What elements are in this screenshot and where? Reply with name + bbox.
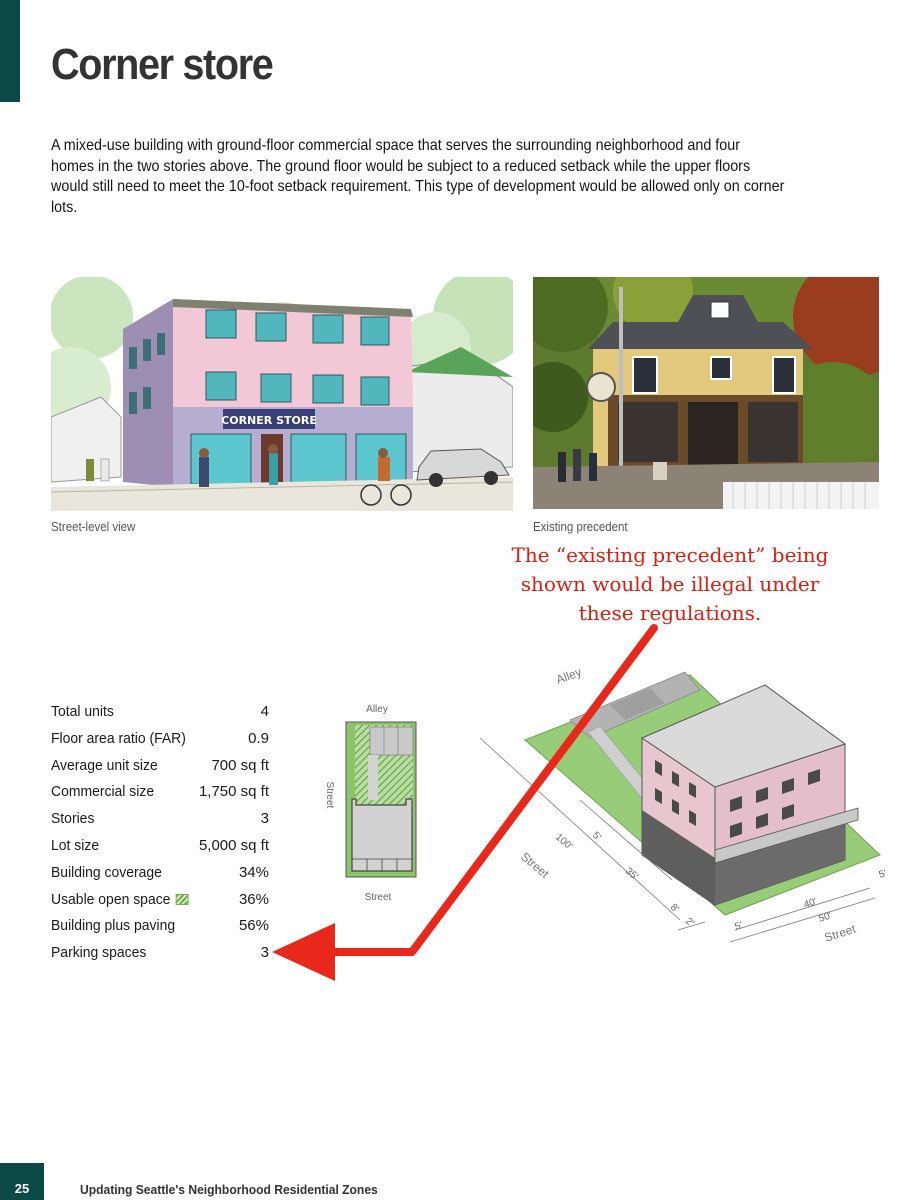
footer-title: Updating Seattle's Neighborhood Residential Zones bbox=[80, 1182, 378, 1197]
stat-row: Building plus paving 56% bbox=[51, 917, 269, 935]
stat-row: Total units 4 bbox=[51, 703, 269, 720]
accent-bar bbox=[0, 0, 20, 102]
existing-precedent-caption: Existing precedent bbox=[533, 520, 628, 534]
axon-alley-label: Alley bbox=[554, 664, 584, 687]
dim-5-side: 5' bbox=[590, 829, 603, 844]
stats-table bbox=[51, 700, 269, 968]
storefront-sign: CORNER STORE bbox=[221, 414, 317, 427]
stat-row: Usable open space 36% bbox=[51, 890, 269, 908]
dim-40: 40' bbox=[802, 896, 819, 911]
dim-50: 50' bbox=[817, 910, 834, 925]
stat-row: Commercial size 1,750 sq ft bbox=[51, 783, 269, 801]
axon-street-right-label: Street bbox=[822, 921, 858, 945]
street-level-illustration bbox=[51, 277, 513, 511]
axon-street-left-label: Street bbox=[518, 849, 552, 881]
dim-35: 35' bbox=[623, 865, 641, 883]
stat-row: Average unit size 700 sq ft bbox=[51, 756, 269, 774]
intro-paragraph: A mixed-use building with ground-floor commercial space that serves the surrounding neighborhood and four homes in the two stories above. The ground floor would be subject to a reduced setback while the upper floors would still need to meet the 10-foot setback requirement. This type of development would be allowed only on corner lots. bbox=[51, 137, 785, 216]
annotation-note: The “existing precedent” being shown would be illegal under these regulations. bbox=[511, 543, 829, 625]
stat-row: Stories 3 bbox=[51, 810, 269, 828]
axonometric-diagram bbox=[460, 660, 900, 960]
dim-5-corner: 5' bbox=[877, 868, 889, 881]
dim-8: 8' bbox=[668, 901, 681, 916]
site-plan-alley-label: Alley bbox=[366, 704, 388, 715]
street-level-caption: Street-level view bbox=[51, 520, 136, 534]
page-title: Corner store bbox=[51, 40, 273, 89]
dim-2: 2' bbox=[683, 915, 696, 930]
site-plan-street-label: Street bbox=[364, 892, 392, 903]
annotation-arrowhead-icon bbox=[272, 923, 335, 981]
stat-row: Parking spaces 3 bbox=[51, 944, 269, 962]
stat-row: Building coverage 34% bbox=[51, 863, 269, 881]
stat-row: Floor area ratio (FAR) 0.9 bbox=[51, 729, 269, 747]
dim-5-front: 5' bbox=[733, 920, 745, 933]
dim-100: 100' bbox=[553, 831, 575, 853]
stat-row: Lot size 5,000 sq ft bbox=[51, 836, 269, 854]
page-number: 25 bbox=[0, 1163, 44, 1200]
site-plan-diagram bbox=[300, 695, 440, 910]
site-plan-side-street-label: Street bbox=[324, 781, 335, 809]
open-space-hatch-icon bbox=[176, 894, 189, 905]
existing-precedent-photo bbox=[533, 277, 879, 509]
